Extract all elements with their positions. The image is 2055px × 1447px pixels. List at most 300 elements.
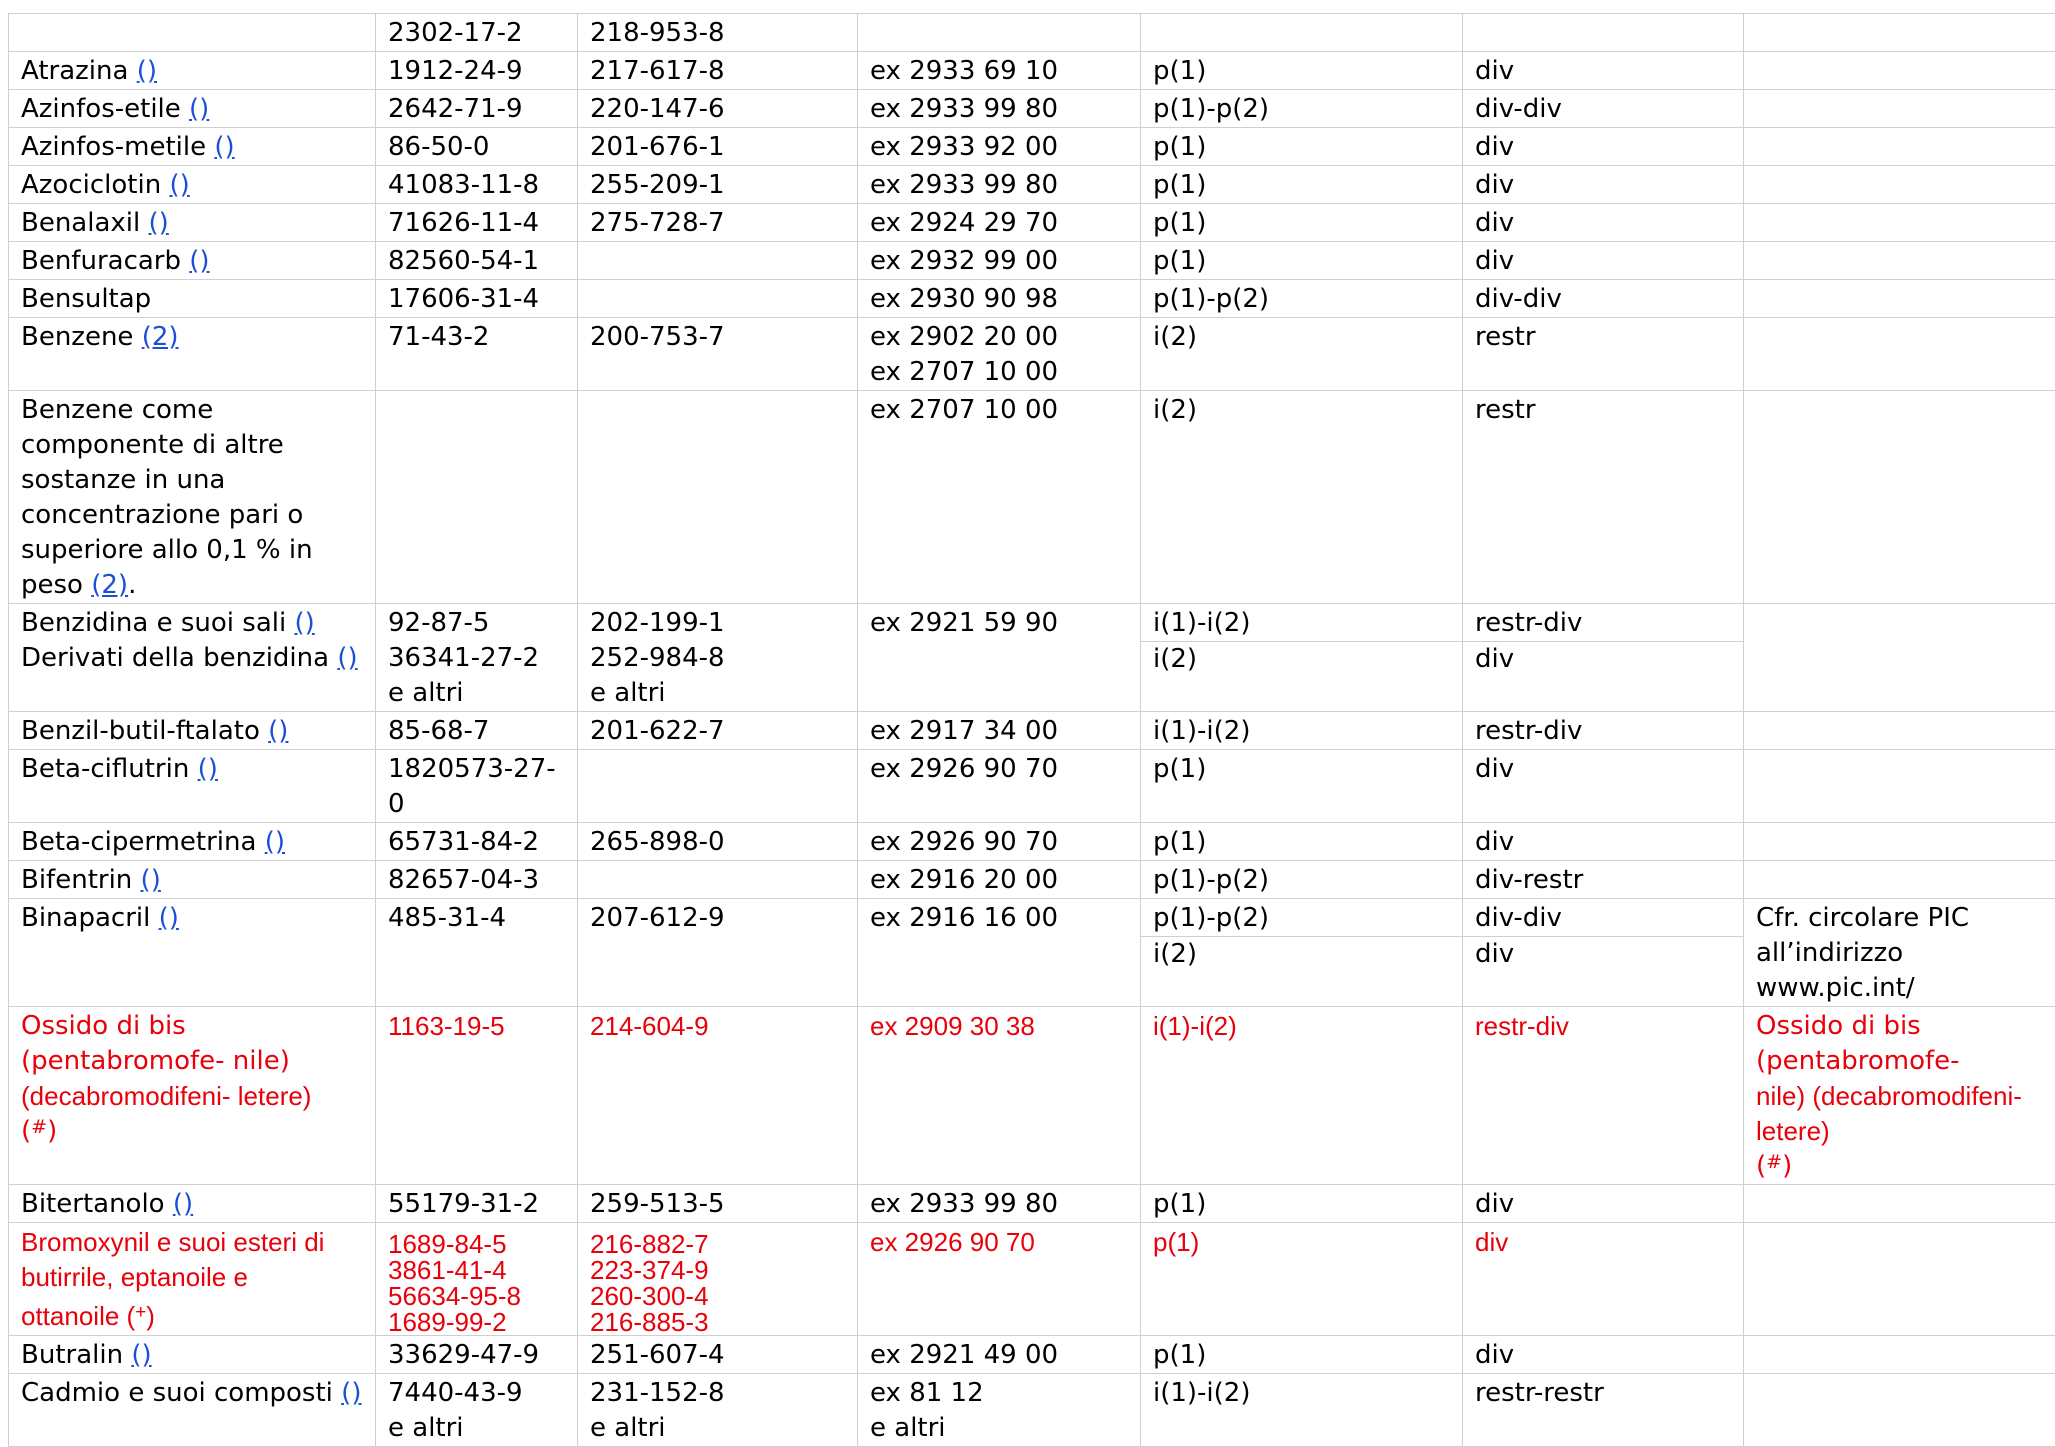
restriction-cell [1463, 90, 1744, 128]
ce-number-cell [578, 750, 858, 823]
note-cell [1744, 204, 2055, 242]
nc-code-cell [858, 712, 1141, 750]
cas-number-line: 17606-31-4 [388, 282, 565, 317]
substance-name-text: Benzidina e suoi sali [21, 608, 286, 638]
substance-name-cell [9, 391, 376, 604]
restriction-cell [1463, 861, 1744, 899]
nc-code-line: ex 2933 99 80 [870, 92, 1128, 127]
substance-name-text: Azinfos-metile [21, 132, 206, 162]
footnote-reference-link[interactable]: () [141, 865, 161, 895]
note-cell [1744, 1336, 2055, 1374]
restriction-cell [1463, 391, 1744, 604]
restriction-cell [1463, 52, 1744, 90]
substance-name-line [21, 754, 218, 784]
nc-code-line: ex 2932 99 00 [870, 244, 1128, 279]
category-line: p(1)-p(2) [1153, 901, 1450, 936]
table-row [9, 899, 2055, 1007]
ce-number-line: 218-953-8 [590, 16, 845, 51]
substance-name-line [21, 208, 169, 238]
cas-number-line: 485-31-4 [388, 901, 565, 936]
restriction-line: div [1475, 825, 1731, 860]
nc-code-cell [858, 52, 1141, 90]
note-cell [1744, 750, 2055, 823]
nc-code-line: ex 2916 20 00 [870, 863, 1128, 898]
footnote-reference-link[interactable]: () [189, 246, 209, 276]
substance-name-cell [9, 899, 376, 1007]
cas-number-cell [376, 318, 578, 391]
nc-code-line: ex 2909 30 38 [870, 1009, 1128, 1044]
table-row [9, 1374, 2055, 1447]
substance-name-line [21, 865, 161, 895]
substance-name-cell [9, 204, 376, 242]
restriction-cell [1463, 604, 1744, 712]
ce-number-cell [578, 391, 858, 604]
ce-number-line: 223-374-9 [590, 1257, 845, 1283]
paren: ) [1782, 1151, 1792, 1181]
cas-number-cell [376, 391, 578, 604]
ce-number-cell [578, 712, 858, 750]
ce-number-line: 220-147-6 [590, 92, 845, 127]
cas-number-cell [376, 604, 578, 712]
substance-table [8, 13, 2055, 1447]
nc-code-cell [858, 861, 1141, 899]
nc-code-cell [858, 1223, 1141, 1336]
substance-name-text: Benzene come componente di altre sostanze in una concentrazione pari o superiore allo 0,1 % in peso [21, 395, 313, 600]
table-row [9, 391, 2055, 604]
substance-name-cell [9, 14, 376, 52]
substance-name-text: Binapacril [21, 903, 150, 933]
cas-number-cell [376, 1223, 578, 1336]
restriction-line: div [1463, 641, 1743, 677]
restriction-cell [1463, 750, 1744, 823]
nc-code-line: ex 2933 69 10 [870, 54, 1128, 89]
note-text [1756, 1149, 2048, 1184]
footnote-mark: + [135, 1302, 146, 1323]
category-line: p(1) [1153, 130, 1450, 165]
restriction-cell [1463, 823, 1744, 861]
category-cell [1141, 712, 1463, 750]
ce-number-line: 207-612-9 [590, 901, 845, 936]
ce-number-cell [578, 90, 858, 128]
table-row [9, 318, 2055, 391]
substance-name-text: Beta-ciflutrin [21, 754, 189, 784]
table-row [9, 128, 2055, 166]
nc-code-line: ex 2926 90 70 [870, 1225, 1128, 1260]
note-cell [1744, 1223, 2055, 1336]
category-line: p(1) [1153, 1338, 1450, 1373]
restriction-cell [1463, 1374, 1744, 1447]
note-cell [1744, 242, 2055, 280]
cas-number-line: 1689-99-2 [388, 1309, 565, 1335]
nc-code-cell [858, 128, 1141, 166]
restriction-line: restr [1475, 393, 1731, 428]
substance-name-line [21, 322, 179, 352]
ce-number-cell [578, 280, 858, 318]
note-cell [1744, 14, 2055, 52]
substance-name-cell [9, 604, 376, 712]
nc-code-line: ex 2933 92 00 [870, 130, 1128, 165]
substance-name-text: butirrile, eptanoile e [21, 1260, 363, 1295]
footnote-reference-link[interactable]: () [137, 56, 157, 86]
ce-number-cell [578, 52, 858, 90]
cas-number-line: 92-87-5 [388, 606, 565, 641]
note-cell [1744, 166, 2055, 204]
substance-name-line [21, 395, 313, 600]
ce-number-cell [578, 204, 858, 242]
substance-name-line [21, 716, 288, 746]
footnote-reference-link[interactable]: () [337, 643, 357, 673]
category-line: p(1) [1153, 825, 1450, 860]
nc-code-cell [858, 90, 1141, 128]
substance-name-line [21, 903, 179, 933]
table-row [9, 204, 2055, 242]
substance-name-cell [9, 318, 376, 391]
nc-code-line: ex 2707 10 00 [870, 393, 1128, 428]
substance-name-line [21, 246, 210, 276]
substance-name-text: (decabromodifeni- letere) [21, 1079, 363, 1114]
substance-name-cell [9, 1336, 376, 1374]
footnote-reference-link[interactable]: (2) [91, 570, 128, 600]
substance-name-text [21, 1114, 363, 1149]
nc-code-line: ex 2917 34 00 [870, 714, 1128, 749]
substance-name-text: Atrazina [21, 56, 128, 86]
footnote-reference-link[interactable]: () [169, 170, 189, 200]
ce-number-line: 265-898-0 [590, 825, 845, 860]
cas-number-cell [376, 14, 578, 52]
ce-number-line: 214-604-9 [590, 1009, 845, 1044]
cas-number-line: 1912-24-9 [388, 54, 565, 89]
ce-number-line: 200-753-7 [590, 320, 845, 355]
footnote-reference-link[interactable]: () [294, 608, 314, 638]
footnote-reference-link[interactable]: () [268, 716, 288, 746]
nc-code-cell [858, 280, 1141, 318]
cas-number-cell [376, 166, 578, 204]
table-row [9, 1223, 2055, 1336]
category-line: p(1) [1153, 752, 1450, 787]
footnote-mark: # [31, 1116, 47, 1138]
restriction-line: div-div [1475, 901, 1731, 936]
category-line: p(1)-p(2) [1153, 863, 1450, 898]
substance-name-cell [9, 166, 376, 204]
cas-number-line: 3861-41-4 [388, 1257, 565, 1283]
ce-number-line: 216-882-7 [590, 1231, 845, 1257]
nc-code-cell [858, 1185, 1141, 1223]
restriction-cell [1463, 166, 1744, 204]
footnote-reference-link[interactable]: () [265, 827, 285, 857]
cas-number-line: 85-68-7 [388, 714, 565, 749]
note-text: Cfr. circolare PIC all’indirizzo www.pic.int/ [1756, 903, 1969, 1003]
category-cell [1141, 318, 1463, 391]
restriction-line: div [1475, 1187, 1731, 1222]
restriction-line: div [1475, 130, 1731, 165]
table-row [9, 712, 2055, 750]
category-line: i(2) [1153, 320, 1450, 355]
category-cell [1141, 1374, 1463, 1447]
cas-number-line: 86-50-0 [388, 130, 565, 165]
category-cell [1141, 604, 1463, 712]
note-cell [1744, 861, 2055, 899]
category-line: i(1)-i(2) [1153, 606, 1450, 641]
paren: ( [1756, 1151, 1766, 1181]
category-cell [1141, 242, 1463, 280]
substance-name-text: Derivati della benzidina [21, 643, 329, 673]
cas-number-cell [376, 1007, 578, 1185]
paren: ) [47, 1116, 57, 1146]
category-line: p(1) [1153, 244, 1450, 279]
restriction-cell [1463, 712, 1744, 750]
nc-code-cell [858, 1007, 1141, 1185]
restriction-cell [1463, 204, 1744, 242]
substance-name-line [21, 56, 157, 86]
nc-code-cell [858, 166, 1141, 204]
restriction-line: div [1475, 1338, 1731, 1373]
ce-number-line: 202-199-1 [590, 606, 845, 641]
nc-code-cell [858, 204, 1141, 242]
category-cell [1141, 90, 1463, 128]
nc-code-cell [858, 823, 1141, 861]
cas-number-line: 36341-27-2 [388, 641, 565, 676]
category-line: p(1) [1153, 206, 1450, 241]
footnote-reference-link[interactable]: () [341, 1378, 361, 1408]
substance-name-text: Bitertanolo [21, 1189, 165, 1219]
category-line: p(1)-p(2) [1153, 282, 1450, 317]
cas-number-cell [376, 52, 578, 90]
category-cell [1141, 14, 1463, 52]
nc-code-cell [858, 318, 1141, 391]
restriction-line: div [1475, 54, 1731, 89]
restriction-line: div-restr [1475, 863, 1731, 898]
footnote-reference-link[interactable]: () [189, 94, 209, 124]
ce-number-line: 260-300-4 [590, 1283, 845, 1309]
substance-name-cell [9, 52, 376, 90]
table-row [9, 280, 2055, 318]
nc-code-line: ex 2707 10 00 [870, 355, 1128, 390]
note-cell [1744, 52, 2055, 90]
ce-number-line: 251-607-4 [590, 1338, 845, 1373]
substance-name-line [21, 170, 190, 200]
note-cell [1744, 823, 2055, 861]
substance-name-text: Ossido di bis [21, 1009, 363, 1044]
category-line: i(2) [1153, 393, 1450, 428]
nc-code-line: ex 2930 90 98 [870, 282, 1128, 317]
footnote-reference-link[interactable]: () [131, 1340, 151, 1370]
category-cell [1141, 899, 1463, 1007]
substance-name-part: ) [146, 1301, 155, 1331]
nc-code-cell [858, 1374, 1141, 1447]
nc-code-cell [858, 242, 1141, 280]
substance-name-text: Beta-cipermetrina [21, 827, 256, 857]
restriction-line: div [1475, 206, 1731, 241]
footnote-mark: # [1766, 1151, 1782, 1173]
table-row [9, 14, 2055, 52]
cas-number-cell [376, 899, 578, 1007]
ce-number-cell [578, 823, 858, 861]
cas-number-cell [376, 242, 578, 280]
substance-name-line [21, 284, 151, 314]
footnote-reference-link[interactable]: () [173, 1189, 193, 1219]
note-cell [1744, 280, 2055, 318]
note-cell [1744, 1374, 2055, 1447]
substance-name-text: Cadmio e suoi composti [21, 1378, 333, 1408]
cas-number-line: 55179-31-2 [388, 1187, 565, 1222]
note-cell [1744, 899, 2055, 1007]
cas-number-line: 7440-43-9 [388, 1376, 565, 1411]
nc-code-cell [858, 391, 1141, 604]
paren: ( [21, 1116, 31, 1146]
ce-number-cell [578, 1336, 858, 1374]
restriction-cell [1463, 280, 1744, 318]
restriction-cell [1463, 899, 1744, 1007]
footnote-reference-link[interactable]: () [149, 208, 169, 238]
substance-name-cell [9, 712, 376, 750]
cas-number-cell [376, 204, 578, 242]
ce-number-cell [578, 318, 858, 391]
restriction-line: restr-div [1475, 606, 1731, 641]
cas-number-line: 1689-84-5 [388, 1231, 565, 1257]
ce-number-line: 275-728-7 [590, 206, 845, 241]
ce-number-line: 201-676-1 [590, 130, 845, 165]
cas-number-cell [376, 90, 578, 128]
nc-code-line: ex 2933 99 80 [870, 1187, 1128, 1222]
category-cell [1141, 1223, 1463, 1336]
note-text: Ossido di bis (pentabromofe- [1756, 1009, 2048, 1079]
nc-code-line: ex 2916 16 00 [870, 901, 1128, 936]
table-row [9, 52, 2055, 90]
ce-number-cell [578, 242, 858, 280]
nc-code-cell [858, 1336, 1141, 1374]
footnote-reference-link[interactable]: () [214, 132, 234, 162]
substance-name-text: Benalaxil [21, 208, 140, 238]
restriction-cell [1463, 318, 1744, 391]
nc-code-line: ex 2933 99 80 [870, 168, 1128, 203]
restriction-line: restr-restr [1475, 1376, 1731, 1411]
nc-code-line: ex 2902 20 00 [870, 320, 1128, 355]
substance-name-line [21, 641, 363, 676]
note-cell [1744, 391, 2055, 604]
substance-name-text: Bensultap [21, 284, 151, 314]
ce-number-cell [578, 899, 858, 1007]
category-line: p(1) [1153, 54, 1450, 89]
substance-name-text: Benzene [21, 322, 133, 352]
note-cell [1744, 604, 2055, 712]
substance-name-line [21, 1189, 193, 1219]
restriction-line: div-div [1475, 282, 1731, 317]
substance-name-line [21, 94, 209, 124]
note-cell [1744, 1007, 2055, 1185]
nc-code-cell [858, 604, 1141, 712]
category-cell [1141, 391, 1463, 604]
cas-number-line: 33629-47-9 [388, 1338, 565, 1373]
restriction-line: div-div [1475, 92, 1731, 127]
ce-number-cell [578, 128, 858, 166]
ce-number-line: 252-984-8 [590, 641, 845, 676]
restriction-line: restr-div [1475, 1009, 1731, 1044]
category-line: p(1) [1153, 1187, 1450, 1222]
footnote-reference-link[interactable]: () [198, 754, 218, 784]
nc-code-cell [858, 899, 1141, 1007]
nc-code-cell [858, 750, 1141, 823]
nc-code-line: ex 2921 59 90 [870, 606, 1128, 641]
substance-name-cell [9, 1223, 376, 1336]
note-cell [1744, 90, 2055, 128]
restriction-line: div [1475, 1225, 1731, 1260]
ce-number-cell [578, 166, 858, 204]
note-cell [1744, 318, 2055, 391]
cas-number-cell [376, 823, 578, 861]
substance-name-text: Butralin [21, 1340, 123, 1370]
category-line: i(1)-i(2) [1153, 1376, 1450, 1411]
ce-number-line: 255-209-1 [590, 168, 845, 203]
ce-number-cell [578, 1223, 858, 1336]
category-line: p(1)-p(2) [1153, 92, 1450, 127]
ce-number-cell [578, 861, 858, 899]
cas-number-line: 82560-54-1 [388, 244, 565, 279]
category-line: p(1) [1153, 168, 1450, 203]
substance-name-line [21, 606, 363, 641]
table-row [9, 750, 2055, 823]
ce-number-line: 259-513-5 [590, 1187, 845, 1222]
footnote-reference-link[interactable]: (2) [142, 322, 179, 352]
substance-name-text: Benzil-butil-ftalato [21, 716, 260, 746]
ce-number-line: 216-885-3 [590, 1309, 845, 1335]
restriction-cell [1463, 1185, 1744, 1223]
category-cell [1141, 128, 1463, 166]
table-row [9, 604, 2055, 712]
cas-number-line: 0 [388, 787, 565, 822]
ce-number-line: 201-622-7 [590, 714, 845, 749]
cas-number-line: e altri [388, 1411, 565, 1446]
substance-name-text: Azinfos-etile [21, 94, 181, 124]
substance-name-cell [9, 128, 376, 166]
footnote-reference-link[interactable]: () [159, 903, 179, 933]
substance-name-text: Azociclotin [21, 170, 161, 200]
nc-code-line: e altri [870, 1411, 1128, 1446]
category-line: i(2) [1141, 641, 1462, 677]
category-line: i(2) [1141, 936, 1462, 972]
cas-number-cell [376, 712, 578, 750]
ce-number-line: e altri [590, 676, 845, 711]
substance-name-line [21, 132, 235, 162]
ce-number-line: e altri [590, 1411, 845, 1446]
table-row [9, 823, 2055, 861]
category-cell [1141, 1185, 1463, 1223]
cas-number-cell [376, 280, 578, 318]
nc-code-line: ex 2926 90 70 [870, 752, 1128, 787]
restriction-cell [1463, 1336, 1744, 1374]
cas-number-cell [376, 128, 578, 166]
cas-number-line: 2302-17-2 [388, 16, 565, 51]
substance-name-text: Benfuracarb [21, 246, 181, 276]
cas-number-line: 71-43-2 [388, 320, 565, 355]
table-row [9, 242, 2055, 280]
substance-name-text: (pentabromofe- nile) [21, 1044, 363, 1079]
table-row [9, 861, 2055, 899]
category-cell [1141, 166, 1463, 204]
substance-name-line [21, 1378, 361, 1408]
substance-name-part: ottanoile ( [21, 1301, 135, 1331]
cas-number-cell [376, 750, 578, 823]
ce-number-cell [578, 14, 858, 52]
restriction-cell [1463, 1223, 1744, 1336]
cas-number-line: 71626-11-4 [388, 206, 565, 241]
ce-number-line: 217-617-8 [590, 54, 845, 89]
restriction-cell [1463, 128, 1744, 166]
category-line: i(1)-i(2) [1153, 714, 1450, 749]
table-row [9, 1185, 2055, 1223]
restriction-cell [1463, 1007, 1744, 1185]
substance-name-cell [9, 1185, 376, 1223]
restriction-line: div [1475, 752, 1731, 787]
